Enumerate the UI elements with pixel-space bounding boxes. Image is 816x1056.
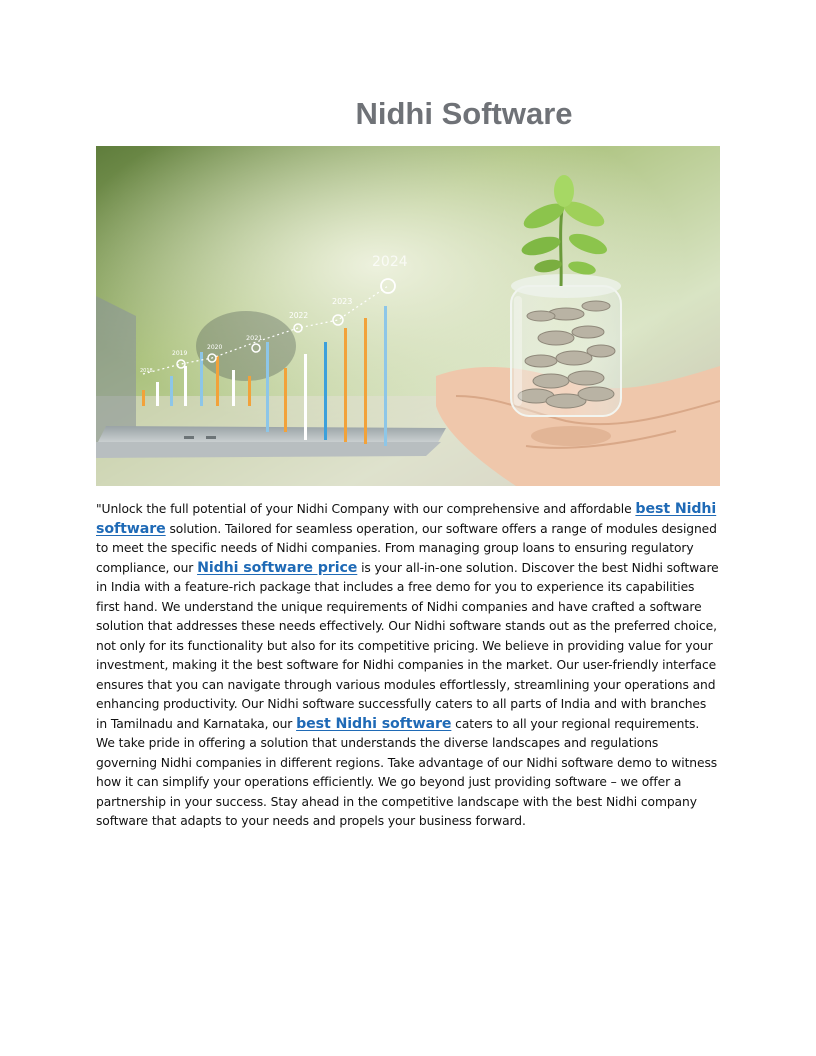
paragraph-text: caters to all your regional requirements. We take pride in offering a solution that understands the diverse landscapes and regulations governing Nidhi companies in different regions. Take advantage of our Nidhi software demo to witness how it can simplify your operations efficiently. We go beyond just providing software – we offer a partnership in your success. Stay ahead in the competitive landscape with the best Nidhi company software that adapts to your needs and propels your business forward.: [96, 716, 718, 828]
chart-year-label: 2022: [289, 311, 309, 320]
page-title: Nidhi Software: [355, 96, 573, 131]
paragraph-text: "Unlock the full potential of your Nidhi Company with our comprehensive and affordable: [96, 502, 636, 516]
best-nidhi-software-link-2[interactable]: best Nidhi software: [296, 715, 452, 732]
body-paragraph: [96, 500, 720, 832]
paragraph-text: solution. Tailored for seamless operation, our software offers a range of modules designed to meet the specific needs of Nidhi companies. From managing group loans to ensuring regulatory compliance, our: [96, 521, 717, 575]
chart-year-label: 2020: [207, 344, 223, 351]
hero-image: [96, 146, 720, 486]
chart-year-label: 2019: [172, 350, 188, 357]
chart-year-label: 2023: [332, 297, 353, 306]
paragraph-text: is your all-in-one solution. Discover the best Nidhi software in India with a feature-rich package that includes a free demo for you to experience its capabilities first hand. We understand the unique requirements of Nidhi companies and have crafted a software solution that addresses these needs effectively. Our Nidhi software stands out as the preferred choice, not only for its functionality but also for its competitive pricing. We believe in providing value for your investment, making it the best software for Nidhi companies in the market. Our user-friendly interface ensures that you can navigate through various modules effortlessly, streamlining your operations and enhancing productivity. Our Nidhi software successfully caters to all parts of India and with branches in Tamilnadu and Karnataka, our: [96, 560, 719, 731]
nidhi-software-price-link[interactable]: Nidhi software price: [197, 559, 358, 576]
chart-year-label: 2024: [372, 254, 408, 270]
chart-year-label: 2021: [246, 334, 263, 342]
chart-year-label: 2018: [140, 368, 153, 374]
best-nidhi-software-link[interactable]: best Nidhi software: [96, 501, 717, 537]
